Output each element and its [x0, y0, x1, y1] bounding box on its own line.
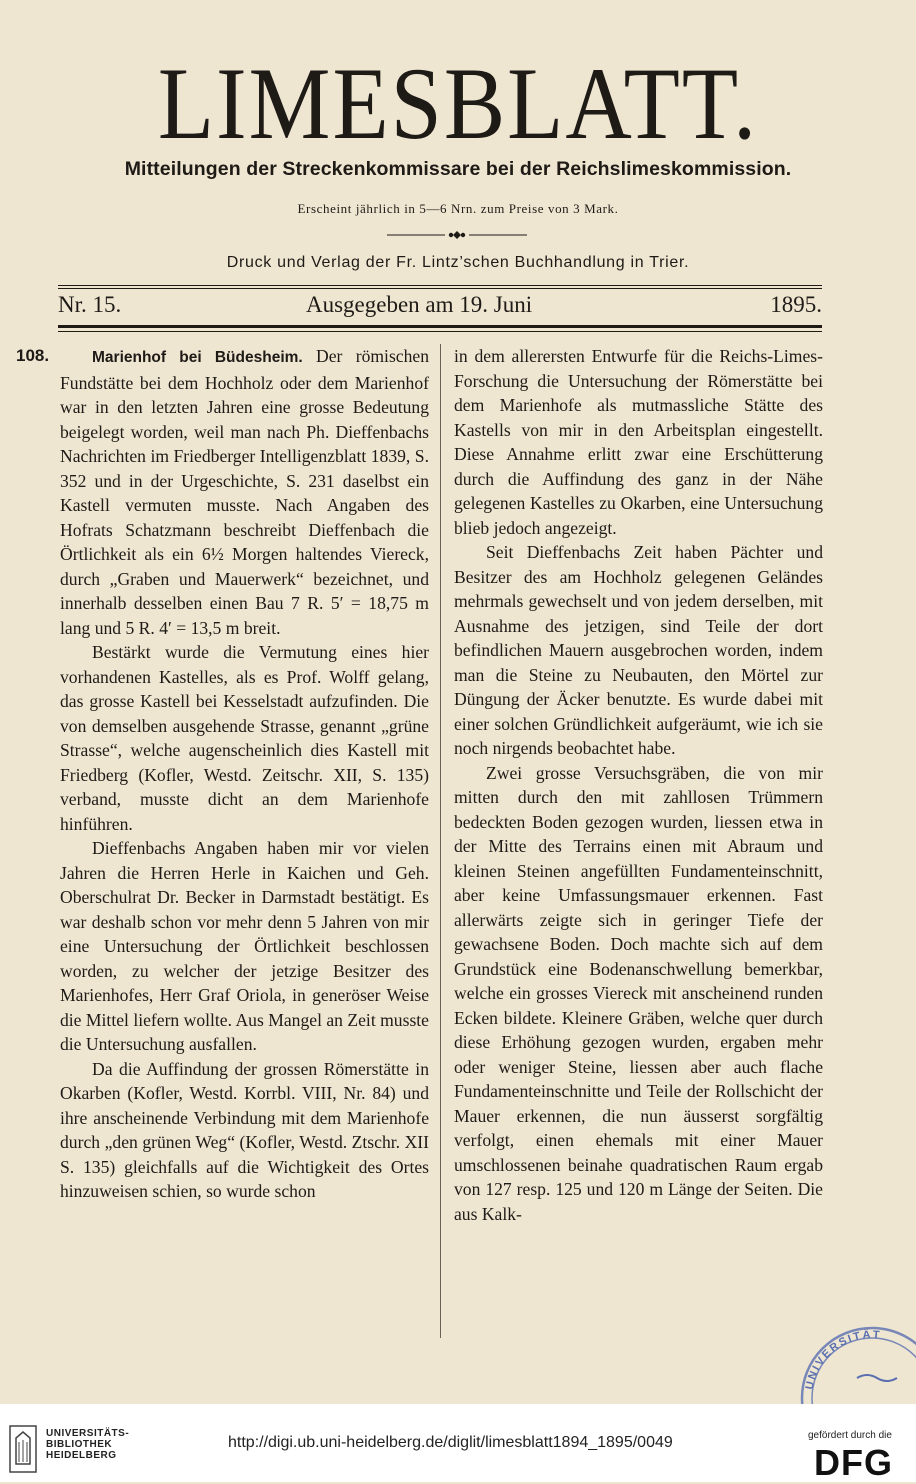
ornament-divider — [377, 228, 537, 242]
issue-year: 1895. — [770, 292, 822, 317]
issue-line — [58, 292, 822, 322]
paragraph: Dieffenbachs Angaben haben mir vor vielen Jahren die Herren Herle in Kaichen und Geh. Oberschulrat Dr. Becker in Darmstadt bestätigt. Es war deshalb schon vor mehr denn 5 Jahren von mir eine Untersuchung der Örtlichkeit beschlossen worden, zu welcher der jetzige Besitzer des Marienhofes, Herr Graf Oriola, in generöser Weise die Mittel liefern wollte. Aus Mangel an Zeit musste die Untersuchung ausfallen. — [60, 838, 429, 1054]
stamp-text: UNIVERSITÄT — [803, 1328, 882, 1391]
dfg-logo: DFG — [814, 1442, 893, 1483]
issue-number: Nr. 15. — [58, 292, 122, 317]
top-rule-2 — [58, 288, 822, 289]
article-title: Marienhof bei Büdesheim. — [92, 349, 303, 366]
masthead-subtitle: Mitteilungen der Streckenkommissare bei der Reichslimeskommission. — [124, 158, 792, 180]
library-logo-icon — [8, 1424, 38, 1474]
publication-frequency: Erscheint jährlich in 5—6 Nrn. zum Preise von 3 Mark. — [297, 201, 619, 216]
library-line: UNIVERSITÄTS- — [46, 1428, 130, 1439]
top-rule — [58, 285, 822, 286]
paragraph: in dem allerersten Entwurfe für die Reichs-Limes-Forschung die Untersuchung der Römerstätte bei dem Marienhofe als mutmassliche Stätte des Kastells von mir in den Arbeitsplan eingestellt. Diese Annahme erlitt zwar eine Erschütterung durch die Auffindung des ganz in der Nähe gelegenen Kastelles zu Okarben, eine Untersuchung blieb jedoch angezeigt. — [454, 346, 823, 538]
article-number: 108. — [16, 346, 50, 365]
library-line: HEIDELBERG — [46, 1450, 117, 1461]
paragraph: Da die Auffindung der grossen Römerstätte in Okarben (Kofler, Westd. Korrbl. VIII, Nr. 84) und ihre anscheinende Verbindung mit dem Marienhofe durch „den grünen Weg“ (Kofler, Westd. Ztschr. XII S. 135) gleichfalls auf die Wichtigkeit des Ortes hinzuweisen schien, so wurde schon — [60, 1058, 429, 1201]
masthead-title: LIMESBLATT. — [157, 46, 759, 161]
column-right — [454, 344, 823, 1226]
paragraph: Bestärkt wurde die Vermutung eines hier vorhandenen Kastelles, als es Prof. Wolff gelang, das grosse Kastell bei Kesselstadt aufzufinden. Die von demselben ausgehende Strasse, genannt „grüne Strasse“, welche augenscheinlich dies Kastell mit Friedberg (Kofler, Westd. Zeitschr. XII, S. 135) verband, musste dicht an dem Marienhofe hinführen. — [60, 642, 429, 834]
library-name — [46, 1428, 129, 1461]
footer-bar — [0, 1404, 916, 1482]
svg-text:UNIVERSITÄT — [804, 1328, 882, 1391]
issue-rule-thin — [58, 331, 822, 332]
paragraph — [60, 344, 429, 640]
issue-rule-thick — [58, 325, 822, 328]
publisher-line: Druck und Verlag der Fr. Lintz’schen Buchhandlung in Trier. — [226, 254, 690, 271]
paragraph: Seit Dieffenbachs Zeit haben Pächter und Besitzer des am Hochholz gelegenen Geländes mehrmals gewechselt und von jedem derselben, mit Ausnahme des jetzigen, sind Teile der dort befindlichen Mauern ausgebrochen worden, indem man die Steine zu Neubauten, den Mörtel zur Düngung der Äcker benutzte. Es wurde dabei mit einer solchen Gründlichkeit aufgeräumt, wie ich sie noch nirgends beobachtet habe. — [454, 542, 823, 758]
issue-date: Ausgegeben am 19. Juni — [306, 292, 533, 317]
column-left — [60, 344, 429, 1204]
library-line: BIBLIOTHEK — [46, 1439, 113, 1450]
permalink-url[interactable]: http://digi.ub.uni-heidelberg.de/diglit/limesblatt1894_1895/0049 — [228, 1434, 673, 1451]
funding-note: gefördert durch die — [808, 1430, 892, 1441]
paragraph: Zwei grosse Versuchsgräben, die von mir mitten durch den mit zahllosen Trümmern bedeckten Boden gezogen wurden, liessen etwa in der Mitte des Terrains einen mit Abraum und kleinen Steinen angefüllten Fundamenteinschnitt, aber keine Umfassungsmauer erkennen. Fast allerwärts zeigte sich in geringer Tiefe der gewachsene Boden. Doch machte sich auf dem Grundstück eine Bodenanschwellung bemerkbar, welche ein grosses Viereck mit anscheinend runden Ecken bildete. Kleinere Gräben, welche quer durch diese Erhöhung gezogen wurden, ergaben mehr oder weniger Steine, liessen aber auch flache Fundamenteinschnitte und Teile der Rollschicht der Mauer erkennen, die nun äusserst sorgfältig verfolgt, einen ehemals mit einer Mauer umschlossenen beinahe quadratischen Raum ergab von 127 resp. 125 und 120 m Länge der Seiten. Die aus Kalk- — [454, 762, 823, 1224]
column-divider — [440, 344, 441, 1338]
paragraph-text: Der römischen Fundstätte bei dem Hochholz oder dem Marienhof war in den letzten Jahren eine grosse Bedeutung beigelegt worden, weil man nach Ph. Dieffenbachs Nachrichten im Friedberger Intelligenzblatt 1839, S. 352 und in der Urgeschichte, S. 231 daselbst ein Kastell vermuten musste. Nach Angaben des Hofrats Schatzmann beschreibt Dieffenbach die Örtlichkeit als ein 6½ Morgen haltendes Viereck, durch „Graben und Mauerwerk“ bezeichnet, und innerhalb desselben einen Bau 7 R. 5′ = 18,75 m lang und 5 R. 4′ = 13,5 m breit. — [60, 346, 430, 638]
library-stamp — [762, 1316, 916, 1416]
